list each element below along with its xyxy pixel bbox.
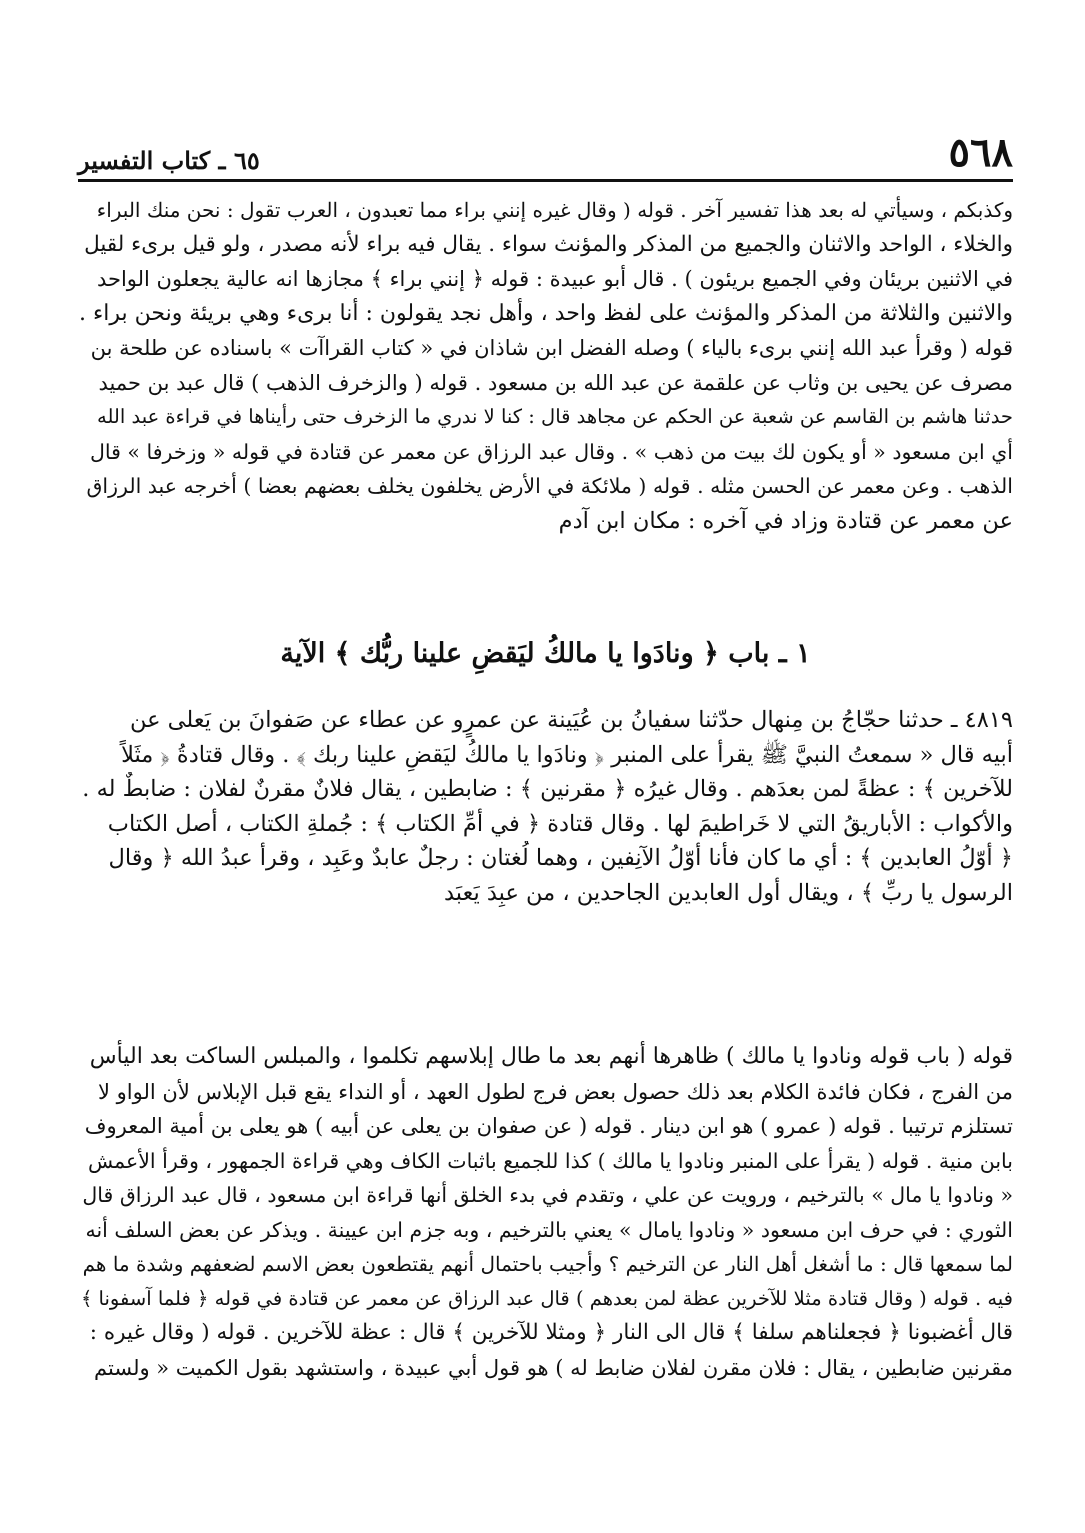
text-line: أبيه قال « سمعتُ النبيَّ ﷺ يقرأ على المنبر ﴿ ونادَوا يا مالكُ ليَقضِ علينا ربك ﴾ . وقال قتادةُ ﴿ مثَلاً xyxy=(121,741,1013,768)
text-line: ٤٨١٩ ـ حدثنا حجّاجُ بن مِنهال حدّثنا سفيانُ بن عُيَينة عن عمرٍو عن عطاء عن صَفوانَ بن يَعلى عن xyxy=(129,707,1013,733)
page-number: ٥٦٨ xyxy=(948,129,1013,176)
text-line: الثوري : في حرف ابن مسعود « ونادوا يامال » يعني بالترخيم ، وبه جزم ابن عيينة . ويذكر عن بعض السلف أنه xyxy=(85,1217,1013,1242)
text-line: والخلاء ، الواحد والاثنان والجميع من المذكر والمؤنث سواء . يقال فيه براء لأنه مصدر ، ولو قيل برىء لقيل xyxy=(84,231,1013,257)
text-line: « ونادوا يا مال » بالترخيم ، ورويت عن علي ، وتقدم في بدء الخلق أنها قراءة ابن مسعود ، قال عبد الرزاق قال xyxy=(82,1183,1013,1207)
commentary-block-top xyxy=(78,193,1013,538)
text-line: بابن منية . قوله ( يقرأ على المنبر ونادوا يا مالك ) كذا للجميع باثبات الكاف وهي قراءة الجمهور ، وقرأ الأعمش xyxy=(88,1148,1013,1173)
text-line: من الفرج ، فكان فائدة الكلام بعد ذلك حصول بعض فرج لطول العهد ، أو النداء يقع قبل الإبلاس لأن الواو لا xyxy=(98,1079,1013,1104)
text-line: قال أغضبونا ﴿ فجعلناهم سلفا ﴾ قال الى النار ﴿ ومثلا للآخرين ﴾ قال : عظة للآخرين . قوله ( وقال غيره : xyxy=(89,1320,1013,1345)
text-line: للآخرين ﴾ : عظةً لمن بعدَهم . وقال غيرُه ﴿ مقرنين ﴾ : ضابطين ، يقال فلانٌ مقرنٌ لفلان : ضابطٌ له . xyxy=(82,776,1013,802)
commentary-block-bottom xyxy=(78,1040,1013,1385)
text-line: الرسول يا ربِّ ﴾ ، ويقال أول العابدين الجاحدين ، من عبِدَ يَعبَد xyxy=(443,879,1013,906)
text-line: مصرف عن يحيى بن وثاب عن علقمة عن عبد الله بن مسعود . قوله ( والزخرف الذهب ) قال عبد بن حميد xyxy=(98,370,1013,395)
text-line: وكذبكم ، وسيأتي له بعد هذا تفسير آخر . قوله ( وقال غيره إنني براء مما تعبدون ، العرب تقول : نحن منك البراء xyxy=(96,198,1013,222)
text-line: عن معمر عن قتادة وزاد في آخره : مكان ابن آدم xyxy=(558,507,1013,534)
text-line: قوله ( وقرأ عبد الله إنني برىء بالياء ) وصله الفضل ابن شاذان في « كتاب القراآت » باسناده عن طلحة بن xyxy=(90,336,1013,360)
hadith-block xyxy=(78,703,1013,910)
text-line: في الاثنين بريئان وفي الجميع بريئون ) . قال أبو عبيدة : قوله ﴿ إنني براء ﴾ مجازها انه عالية يجعلون الواحد xyxy=(96,267,1013,291)
page-header xyxy=(78,130,1013,182)
text-line: والأكواب : الأباريقُ التي لا خَراطيمَ لها . وقال قتادة ﴿ في أمِّ الكتاب ﴾ : جُملةِ الكتاب ، أصل الكتاب xyxy=(107,810,1013,837)
text-line: حدثنا هاشم بن القاسم عن شعبة عن الحكم عن مجاهد قال : كنا لا ندري ما الزخرف حتى رأيناها في قراءة عبد الله xyxy=(96,405,1013,428)
text-line: لما سمعها قال : ما أشغل أهل النار عن الترخيم ؟ وأجيب باحتمال أنهم يقتطعون بعض الاسم لضعفهم وشدة ما هم xyxy=(82,1252,1013,1276)
text-line: أي ابن مسعود « أو يكون لك بيت من ذهب » . وقال عبد الرزاق عن معمر عن قتادة في قوله « وزخرفا » قال xyxy=(89,439,1013,464)
text-line: والاثنين والثلاثة من المذكر والمؤنث على لفظ واحد ، وأهل نجد يقولون : أنا برىء وهي بريئة ونحن براء . xyxy=(78,300,1013,326)
text-line: تستلزم ترتيبا . قوله ( عمرو ) هو ابن دينار . قوله ( عن صفوان بن يعلى عن أبيه ) هو يعلى بن أمية المعروف xyxy=(84,1114,1013,1138)
text-line: فيه . قوله ( وقال قتادة مثلا للآخرين عظة لمن بعدهم ) قال عبد الرزاق عن معمر عن قتادة في قوله ﴿ فلما آسفونا ﴾ xyxy=(80,1286,1013,1310)
running-title: ٦٥ ـ كتاب التفسير xyxy=(78,146,260,175)
text-line: ﴿ أوّلُ العابدين ﴾ : أي ما كان فأنا أوّلُ الآنِفين ، وهما لُغتان : رجلٌ عابدٌ وعَبِد ، وقرأ عبدُ الله ﴿ وقال xyxy=(108,845,1013,871)
text-line: قوله ( باب قوله ونادوا يا مالك ) ظاهرها أنهم بعد ما طال إبلاسهم تكلموا ، والمبلس الساكت بعد اليأس xyxy=(89,1044,1013,1069)
chapter-heading: ١ ـ باب ﴿ ونادَوا يا مالكُ ليَقضِ علينا ربُّك ﴾ الآية xyxy=(280,638,811,669)
text-line: مقرنين ضابطين ، يقال : فلان مقرن لفلان ضابط له ) هو قول أبي عبيدة ، واستشهد بقول الكميت « ولستم xyxy=(94,1355,1013,1380)
text-line: الذهب . وعن معمر عن الحسن مثله . قوله ( ملائكة في الأرض يخلفون يخلف بعضهم بعضا ) أخرجه عبد الرزاق xyxy=(86,474,1013,498)
